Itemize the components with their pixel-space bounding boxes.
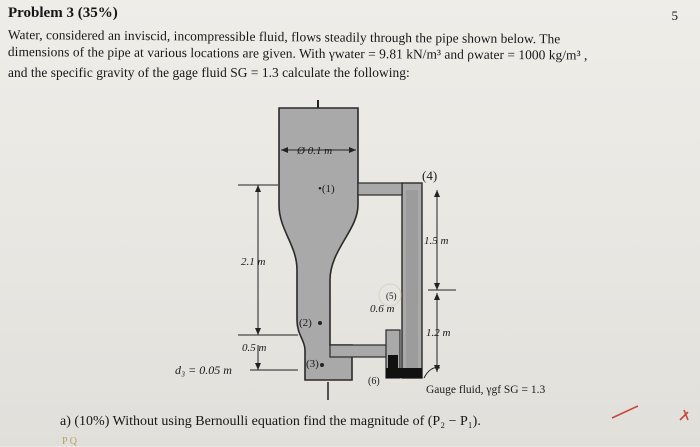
- height-1-5-label: 1.5 m: [424, 235, 449, 247]
- footer-fragment: P Q: [62, 436, 77, 447]
- manometer-inner-tall: [406, 190, 418, 375]
- paragraph-line-1: Water, considered an inviscid, incompressible fluid, flows steadily through the pipe shown below. The: [7, 27, 561, 47]
- height-0-5-label: 0.5 m: [242, 342, 267, 354]
- diameter-mid-label: 0.6 m: [370, 303, 395, 315]
- problem-title: Problem 3 (35%): [8, 5, 118, 21]
- point-6-label: (6): [368, 376, 380, 387]
- top-diameter-label: Ø 0.1 m: [297, 145, 333, 157]
- paragraph-line-2: dimensions of the pipe at various locations are given. With γwater = 9.81 kN/m³ and ρwater = 1000 kg/m³ ,: [7, 44, 588, 63]
- point-3-label: (3): [306, 358, 319, 370]
- point-3-dot: [320, 363, 324, 367]
- height-2-1-label: 2.1 m: [241, 256, 266, 268]
- height-1-2-label: 1.2 m: [426, 327, 451, 339]
- page-number: 5: [671, 8, 678, 23]
- point-2-label: (2): [299, 317, 312, 329]
- upper-connector-pipe: [358, 183, 402, 195]
- point-2-dot: [318, 321, 322, 325]
- point-5-label: (5): [386, 291, 397, 301]
- gauge-fluid-left: [388, 355, 398, 370]
- gauge-fluid-label: Gauge fluid, γgf SG = 1.3: [426, 384, 546, 396]
- lower-branch-pipe: [330, 345, 390, 357]
- question-a: a) (10%) Without using Bernoulli equation find the magnitude of (P₂ − P₁).: [60, 414, 481, 429]
- handwritten-mark-2: [680, 410, 688, 420]
- gauge-fluid-right: [408, 372, 418, 378]
- d3-label: d₃ = 0.05 m: [175, 363, 232, 377]
- paragraph-line-3: and the specific gravity of the gage fluid SG = 1.3 calculate the following:: [8, 65, 410, 80]
- point-1-label: •(1): [318, 183, 335, 195]
- handwritten-mark-1: [612, 406, 638, 418]
- point-4-label: (4): [422, 168, 438, 183]
